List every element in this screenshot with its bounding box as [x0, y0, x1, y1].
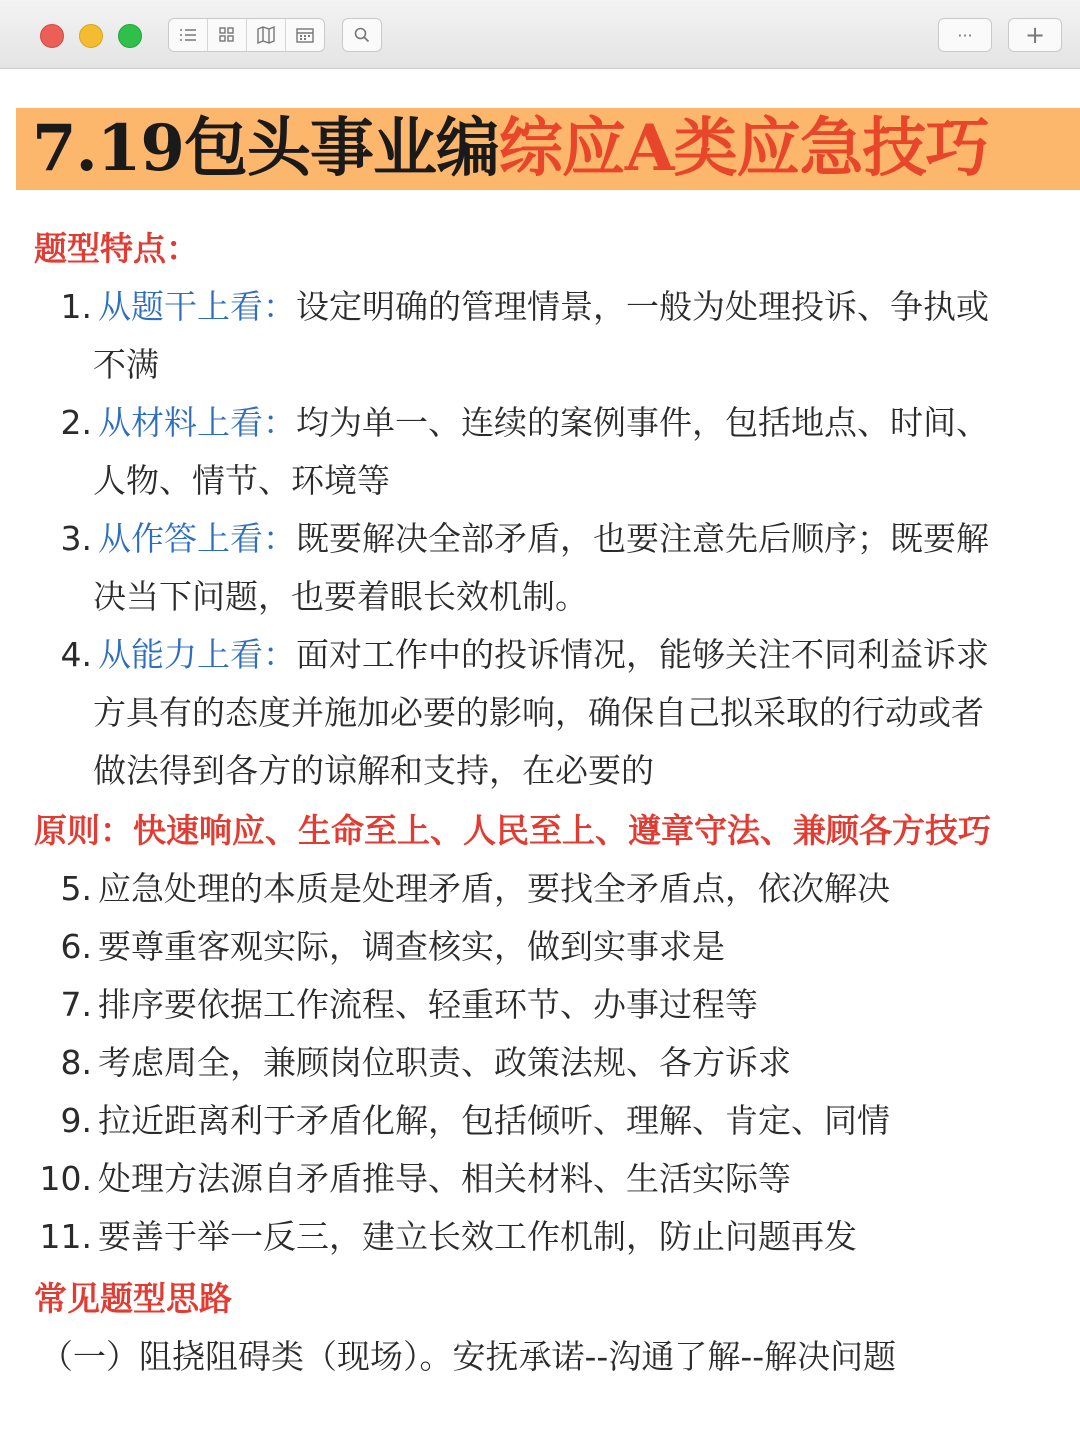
- item-label: 从作答上看：: [98, 519, 296, 558]
- item-number: 8.: [60, 1043, 92, 1082]
- list-item: [52, 629, 989, 676]
- grid-view-icon[interactable]: [208, 19, 247, 51]
- item-text: 拉近距离利于矛盾化解，包括倾听、理解、肯定、同情: [98, 1101, 890, 1140]
- item-number: 6.: [60, 927, 92, 966]
- item-text: 要尊重客观实际，调查核实，做到实事求是: [98, 927, 725, 966]
- list-item: [14, 1037, 791, 1084]
- list-item: [14, 1211, 857, 1258]
- item-text: 设定明确的管理情景，一般为处理投诉、争执或: [296, 287, 989, 326]
- item-number: 1.: [60, 287, 92, 326]
- item-text: 面对工作中的投诉情况，能够关注不同利益诉求: [296, 635, 989, 674]
- item-label: 从材料上看：: [98, 403, 296, 442]
- item-text: 应急处理的本质是处理矛盾，要找全矛盾点，依次解决: [98, 869, 890, 908]
- close-window-button[interactable]: [40, 24, 64, 48]
- item-number: 2.: [60, 403, 92, 442]
- item-text: 既要解决全部矛盾，也要注意先后顺序；既要解: [296, 519, 989, 558]
- item-number: 3.: [60, 519, 92, 558]
- item-text: 排序要依据工作流程、轻重环节、办事过程等: [98, 985, 758, 1024]
- item-number: 7.: [60, 985, 92, 1024]
- minimize-window-button[interactable]: [79, 24, 103, 48]
- list-item: [14, 979, 758, 1026]
- item-text: 考虑周全，兼顾岗位职责、政策法规、各方诉求: [98, 1043, 791, 1082]
- add-group: [1008, 18, 1062, 52]
- title-band: [16, 108, 1080, 190]
- page-title: [32, 102, 989, 196]
- calendar-view-icon[interactable]: [286, 19, 324, 51]
- item-continuation: 决当下问题，也要着眼长效机制。: [93, 577, 588, 616]
- list-item: [40, 1331, 896, 1378]
- zoom-window-button[interactable]: [118, 24, 142, 48]
- list-item: [14, 921, 725, 968]
- item-number: 10.: [39, 1159, 92, 1198]
- section-heading-common: 常见题型思路: [34, 1279, 232, 1318]
- add-button[interactable]: +: [1024, 21, 1046, 49]
- list-view-icon[interactable]: [169, 19, 208, 51]
- item-number: 5.: [60, 869, 92, 908]
- list-item: [14, 1095, 890, 1142]
- item-text: 处理方法源自矛盾推导、相关材料、生活实际等: [98, 1159, 791, 1198]
- title-part-dark: 7.19包头事业编: [32, 111, 499, 186]
- list-item: [14, 1153, 791, 1200]
- item-text: （一）阻挠阻碍类（现场）。安抚承诺--沟通了解--解决问题: [40, 1337, 897, 1376]
- item-number: 4.: [60, 635, 92, 674]
- view-switcher: [168, 18, 325, 52]
- item-continuation: 人物、情节、环境等: [93, 461, 390, 500]
- more-button[interactable]: ···: [957, 25, 973, 45]
- list-item: [14, 863, 890, 910]
- item-text: 要善于举一反三，建立长效工作机制，防止问题再发: [98, 1217, 857, 1256]
- item-continuation: 方具有的态度并施加必要的影响，确保自己拟采取的行动或者: [93, 693, 984, 732]
- item-label: 从题干上看：: [98, 287, 296, 326]
- list-item: [52, 397, 989, 444]
- section-heading-features: 题型特点：: [34, 229, 199, 268]
- map-view-icon[interactable]: [247, 19, 286, 51]
- item-continuation: 做法得到各方的谅解和支持，在必要的: [93, 751, 654, 790]
- search-icon[interactable]: [343, 19, 381, 51]
- more-group: [938, 18, 992, 52]
- section-heading-principles: 原则：快速响应、生命至上、人民至上、遵章守法、兼顾各方技巧: [34, 811, 991, 850]
- search-group: [342, 18, 382, 52]
- window-toolbar: [0, 0, 1080, 69]
- title-part-accent: 综应A类应急技巧: [498, 111, 989, 186]
- item-label: 从能力上看：: [98, 635, 296, 674]
- list-item: [52, 281, 989, 328]
- item-text: 均为单一、连续的案例事件，包括地点、时间、: [296, 403, 989, 442]
- item-continuation: 不满: [93, 345, 159, 384]
- item-number: 9.: [60, 1101, 92, 1140]
- list-item: [52, 513, 989, 560]
- item-number: 11.: [39, 1217, 92, 1256]
